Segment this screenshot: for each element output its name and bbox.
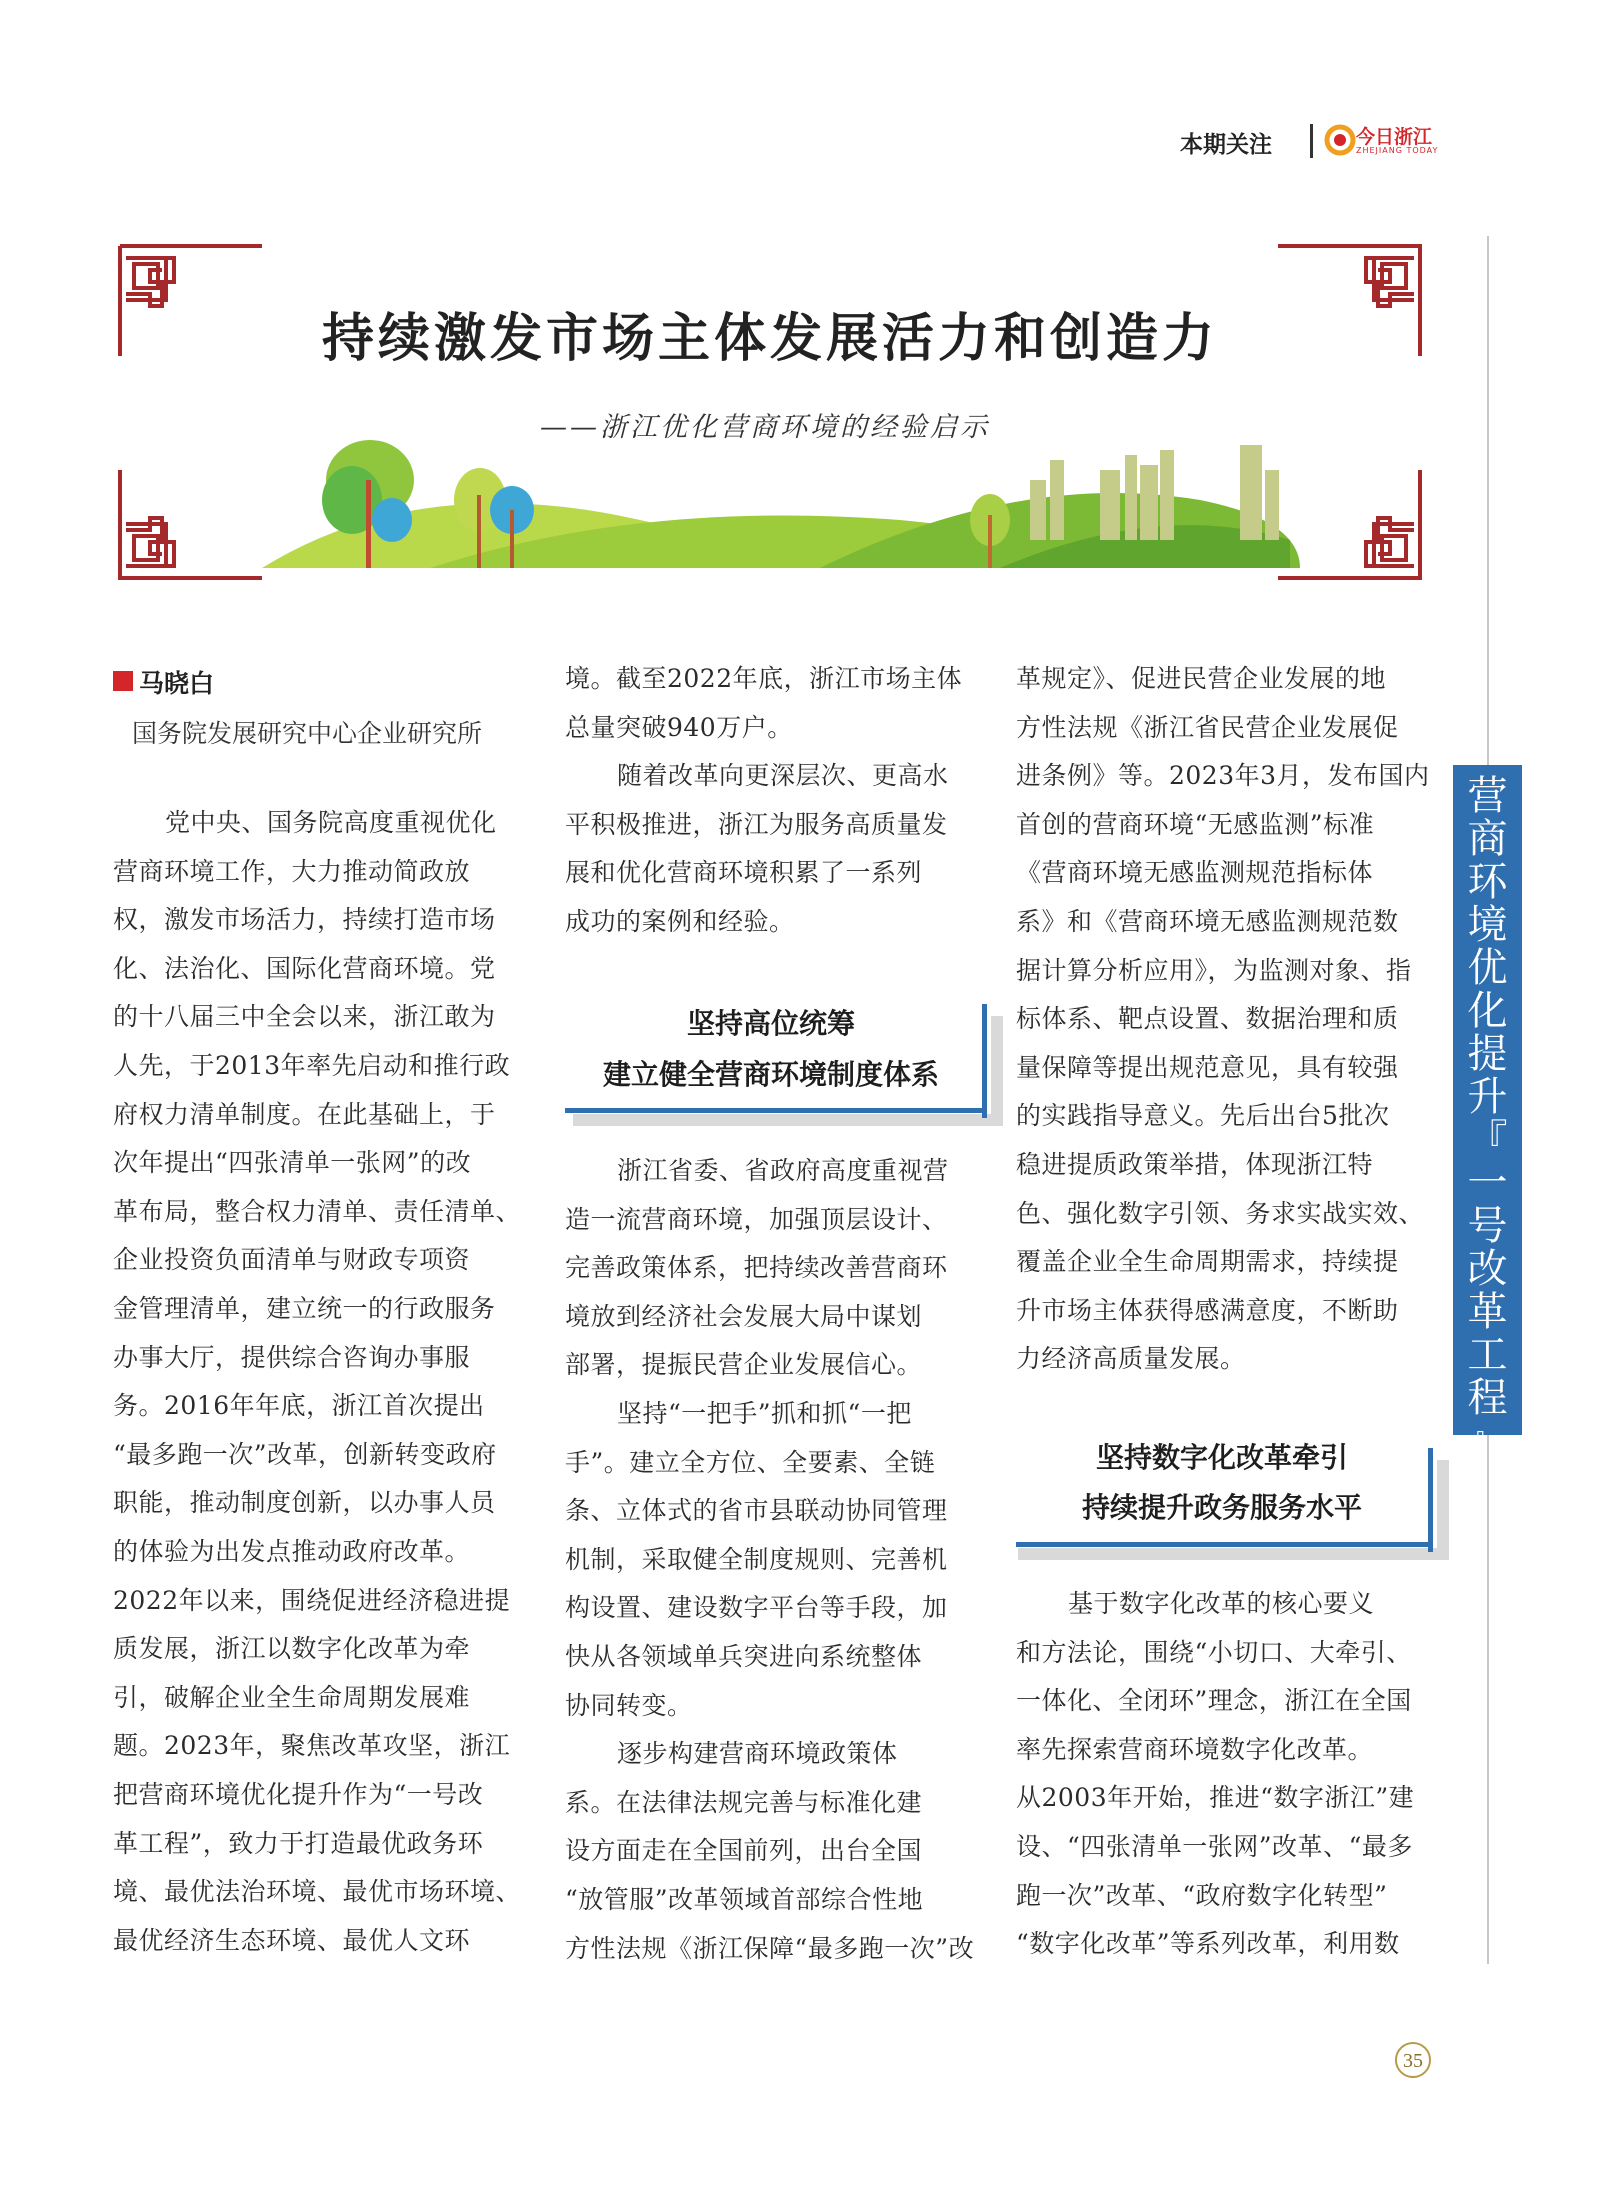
text-line: 的体验为出发点推动政府改革。 xyxy=(113,1537,471,1566)
text-line: 造一流营商环境，加强顶层设计、 xyxy=(565,1204,948,1234)
magazine-logo-subtext: ZHEJIANG TODAY xyxy=(1356,146,1439,155)
text-line: 逐步构建营商环境政策体 xyxy=(617,1739,898,1769)
text-line: 质发展，浙江以数字化改革为牵 xyxy=(113,1634,471,1664)
text-line: 色、强化数字引领、务求实战实效、 xyxy=(1016,1198,1425,1228)
text-line: 协同转变。 xyxy=(565,1690,693,1720)
text-line: 党中央、国务院高度重视优化 xyxy=(165,808,497,837)
text-line: 构设置、建设数字平台等手段，加 xyxy=(565,1593,948,1623)
text-line: 府权力清单制度。在此基础上，于 xyxy=(113,1099,496,1129)
author-affiliation: 国务院发展研究中心企业研究所 xyxy=(132,719,483,748)
text-line: 《营商环境无感监测规范指标体 xyxy=(1016,858,1374,888)
section-2-underline xyxy=(1016,1542,1433,1547)
text-line: 系》和《营商环境无感监测规范数 xyxy=(1016,907,1399,936)
text-line: 的十八届三中全会以来，浙江敢为 xyxy=(113,1002,496,1032)
section-2-shadow-bottom xyxy=(1018,1548,1449,1560)
text-line: 跑一次”改革、“政府数字化转型” xyxy=(1016,1880,1388,1910)
text-line: 权，激发市场活力，持续打造市场 xyxy=(113,905,496,935)
text-line: 引，破解企业全生命周期发展难 xyxy=(113,1682,471,1712)
text-line: 务。2016年年底，浙江首次提出 xyxy=(113,1391,485,1421)
section-2-bar xyxy=(1428,1448,1433,1552)
text-line: 率先探索营商环境数字化改革。 xyxy=(1016,1734,1374,1764)
text-line: “放管服”改革领域首部综合性地 xyxy=(565,1885,924,1914)
section-label: 本期关注 xyxy=(1180,132,1272,158)
text-line: 成功的案例和经验。 xyxy=(565,907,795,936)
article-subtitle: ——浙江优化营商环境的经验启示 xyxy=(540,412,990,443)
text-line: 平积极推进，浙江为服务高质量发 xyxy=(565,809,948,839)
text-line: 进条例》等。2023年3月，发布国内 xyxy=(1016,761,1430,791)
text-line: 营商环境工作，大力推动简政放 xyxy=(113,856,471,886)
text-line: 随着改革向更深层次、更高水 xyxy=(617,761,949,791)
text-line: 展和优化营商环境积累了一系列 xyxy=(565,858,923,888)
text-line: 覆盖企业全生命周期需求，持续提 xyxy=(1016,1247,1399,1277)
section-1-bar xyxy=(982,1004,987,1118)
text-line: 的实践指导意义。先后出台5批次 xyxy=(1016,1101,1390,1131)
section-2-heading-line2: 持续提升政务服务水平 xyxy=(1081,1491,1362,1524)
section-1-heading-line1: 坚持高位统筹 xyxy=(686,1007,855,1040)
text-line: 把营商环境优化提升作为“一号改 xyxy=(113,1780,484,1809)
page-number-badge xyxy=(1393,2040,1433,2080)
text-line: 最优经济生态环境、最优人文环 xyxy=(113,1925,471,1955)
text-line: 和方法论，围绕“小切口、大牵引、 xyxy=(1016,1637,1412,1667)
text-line: 快从各领域单兵突进向系统整体 xyxy=(565,1642,923,1671)
text-line: 升市场主体获得感满意度，不断助 xyxy=(1016,1295,1399,1325)
text-line: 职能，推动制度创新，以办事人员 xyxy=(113,1488,496,1518)
text-line: 稳进提质政策举措，体现浙江特 xyxy=(1016,1150,1374,1179)
author-name: 马晓白 xyxy=(139,669,215,698)
author-marker-icon xyxy=(113,671,133,691)
text-line: 革布局，整合权力清单、责任清单、 xyxy=(113,1196,522,1226)
text-line: 部署，提振民营企业发展信心。 xyxy=(565,1350,923,1380)
section-1-underline xyxy=(565,1108,987,1113)
text-line: 系。在法律法规完善与标准化建 xyxy=(565,1787,923,1817)
page-number: 35 xyxy=(1403,2050,1423,2072)
text-line: 一体化、全闭环”理念，浙江在全国 xyxy=(1016,1686,1412,1716)
text-line: 金管理清单，建立统一的行政服务 xyxy=(113,1294,496,1323)
magazine-logo-text: 今日浙江 xyxy=(1356,126,1433,148)
text-line: 化、法治化、国际化营商环境。党 xyxy=(113,953,496,983)
text-line: 总量突破940万户。 xyxy=(565,712,793,742)
text-line: 题。2023年，聚焦改革攻坚，浙江 xyxy=(113,1731,511,1761)
text-line: 浙江省委、省政府高度重视营 xyxy=(617,1156,949,1185)
text-line: 完善政策体系，把持续改善营商环 xyxy=(565,1253,948,1283)
text-line: 据计算分析应用》，为监测对象、指 xyxy=(1016,955,1412,985)
text-line: 次年提出“四张清单一张网”的改 xyxy=(113,1148,472,1178)
text-line: 革工程”，致力于打造最优政务环 xyxy=(113,1828,484,1858)
text-line: 2022年以来，围绕促进经济稳进提 xyxy=(113,1585,511,1615)
text-line: 办事大厅，提供综合咨询办事服 xyxy=(113,1342,471,1372)
text-line: 设方面走在全国前列，出台全国 xyxy=(565,1836,923,1866)
text-line: 设、“四张清单一张网”改革、“最多 xyxy=(1016,1832,1413,1861)
text-line: 力经济高质量发展。 xyxy=(1016,1344,1246,1374)
text-line: 条、立体式的省市县联动协同管理 xyxy=(565,1496,948,1526)
article-title: 持续激发市场主体发展活力和创造力 xyxy=(321,308,1218,369)
text-line: 手”。建立全方位、全要素、全链 xyxy=(565,1447,936,1477)
text-line: 方性法规《浙江保障“最多跑一次”改 xyxy=(565,1933,975,1963)
text-line: 境。截至2022年底，浙江市场主体 xyxy=(565,664,963,693)
text-line: 坚持“一把手”抓和抓“一把 xyxy=(617,1399,912,1428)
section-2-shadow xyxy=(1437,1460,1449,1560)
section-2-heading-line1: 坚持数字化改革牵引 xyxy=(1095,1441,1348,1474)
text-line: 境放到经济社会发展大局中谋划 xyxy=(565,1301,923,1331)
text-line: 量保障等提出规范意见，具有较强 xyxy=(1016,1052,1399,1082)
section-1-shadow xyxy=(991,1016,1003,1126)
section-1-heading-line2: 建立健全营商环境制度体系 xyxy=(602,1058,939,1091)
text-line: 标体系、靶点设置、数据治理和质 xyxy=(1016,1004,1399,1034)
text-line: 方性法规《浙江省民营企业发展促 xyxy=(1016,712,1399,742)
text-line: “最多跑一次”改革，创新转变政府 xyxy=(113,1439,497,1469)
text-line: 从2003年开始，推进“数字浙江”建 xyxy=(1016,1783,1415,1813)
text-line: 企业投资负面清单与财政专项资 xyxy=(113,1245,471,1275)
text-line: 革规定》、促进民营企业发展的地 xyxy=(1016,664,1387,693)
side-banner-text: 营 商 环 境 优 化 提 升 『 一 号 改 革 工 程 』 xyxy=(1467,773,1508,1464)
text-line: 机制，采取健全制度规则、完善机 xyxy=(565,1544,948,1574)
text-line: 首创的营商环境“无感监测”标准 xyxy=(1016,809,1375,839)
text-line: 境、最优法治环境、最优市场环境、 xyxy=(113,1877,522,1907)
text-line: 人先，于2013年率先启动和推行政 xyxy=(113,1051,511,1080)
text-line: “数字化改革”等系列改革，利用数 xyxy=(1016,1929,1400,1959)
text-line: 基于数字化改革的核心要义 xyxy=(1068,1589,1375,1618)
section-1-shadow-bottom xyxy=(573,1114,1003,1126)
